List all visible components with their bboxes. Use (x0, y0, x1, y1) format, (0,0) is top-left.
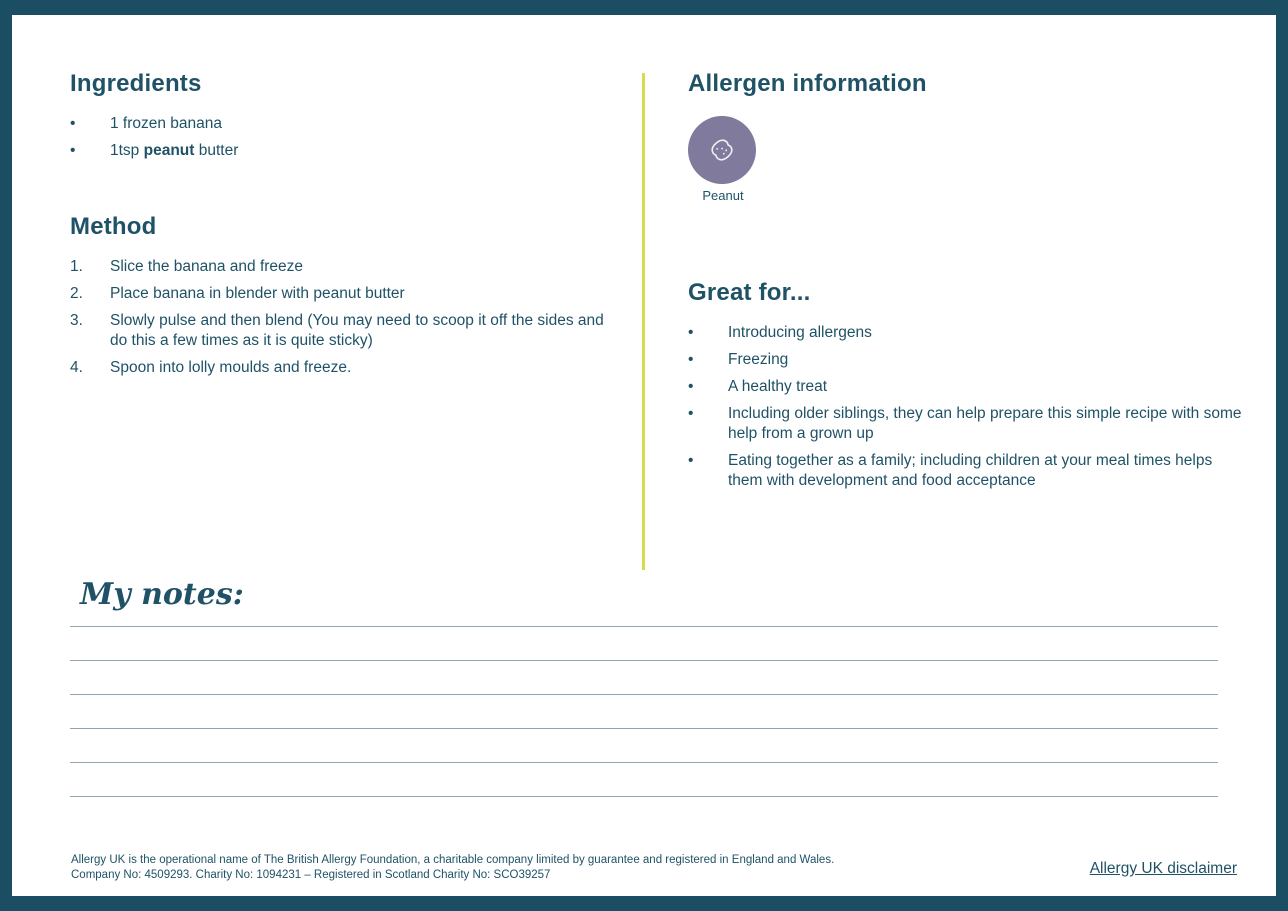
allergen-badge (688, 116, 758, 203)
list-item (70, 141, 610, 161)
method-title: Method (70, 213, 157, 240)
list-item (70, 358, 610, 378)
ingredient-text-tail: butter (194, 142, 239, 159)
allergen-title: Allergen information (688, 70, 927, 97)
ingredient-text: 1tsp (110, 142, 144, 159)
bullet: • (688, 351, 694, 368)
bullet: • (688, 324, 694, 341)
footer-line-2: Company No: 4509293. Charity No: 1094231 – Registered in Scotland Charity No: SCO39257 (71, 869, 551, 881)
ingredients-list (70, 114, 610, 161)
notes-line (70, 626, 1218, 627)
great-for-list (688, 323, 1248, 491)
step-text: Slice the banana and freeze (110, 258, 304, 275)
ingredients-title: Ingredients (70, 70, 202, 97)
list-item (688, 323, 1248, 343)
notes-line (70, 762, 1218, 763)
notes-line (70, 660, 1218, 661)
list-item (70, 284, 610, 304)
great-for-title: Great for... (688, 279, 811, 306)
great-for-text: Introducing allergens (728, 324, 872, 341)
list-item (688, 350, 1248, 370)
great-for-text: Freezing (728, 351, 789, 368)
bullet: • (70, 142, 76, 159)
notes-line (70, 796, 1218, 797)
list-item (70, 311, 610, 351)
step-text: Spoon into lolly moulds and freeze. (110, 359, 352, 376)
column-divider (642, 73, 645, 570)
step-number: 2. (70, 285, 83, 302)
allergen-label: Peanut (702, 188, 744, 203)
bullet: • (688, 452, 694, 469)
great-for-text: A healthy treat (728, 378, 828, 395)
step-text: Place banana in blender with peanut butter (110, 285, 405, 302)
great-for-text: Including older siblings, they can help prepare this simple recipe with some help from a grown up (728, 405, 1242, 442)
footer-line-1: Allergy UK is the operational name of The British Allergy Foundation, a charitable company limited by guarantee and registered in England and Wales. (71, 854, 835, 866)
right-column (688, 70, 1248, 498)
recipe-card (12, 15, 1276, 896)
disclaimer-link[interactable]: Allergy UK disclaimer (1089, 860, 1237, 877)
notes-title: My notes: (80, 577, 244, 612)
list-item (688, 377, 1248, 397)
great-for-text: Eating together as a family; including children at your meal times helps them with development and food acceptance (728, 452, 1213, 489)
notes-line (70, 694, 1218, 695)
ingredient-allergen-bold: peanut (143, 142, 195, 159)
bullet: • (70, 115, 76, 132)
bullet: • (688, 378, 694, 395)
list-item (688, 451, 1248, 491)
step-number: 4. (70, 359, 83, 376)
step-number: 1. (70, 258, 83, 275)
method-list (70, 257, 610, 378)
list-item (688, 404, 1248, 444)
step-text: Slowly pulse and then blend (You may need to scoop it off the sides and do this a few times as it is quite sticky) (110, 312, 604, 349)
notes-line (70, 728, 1218, 729)
footer-legal (71, 853, 834, 883)
list-item (70, 257, 610, 277)
left-column (70, 70, 610, 385)
peanut-icon (688, 116, 756, 184)
list-item (70, 114, 610, 134)
bullet: • (688, 405, 694, 422)
step-number: 3. (70, 312, 83, 329)
ingredient-text: 1 frozen banana (110, 115, 223, 132)
